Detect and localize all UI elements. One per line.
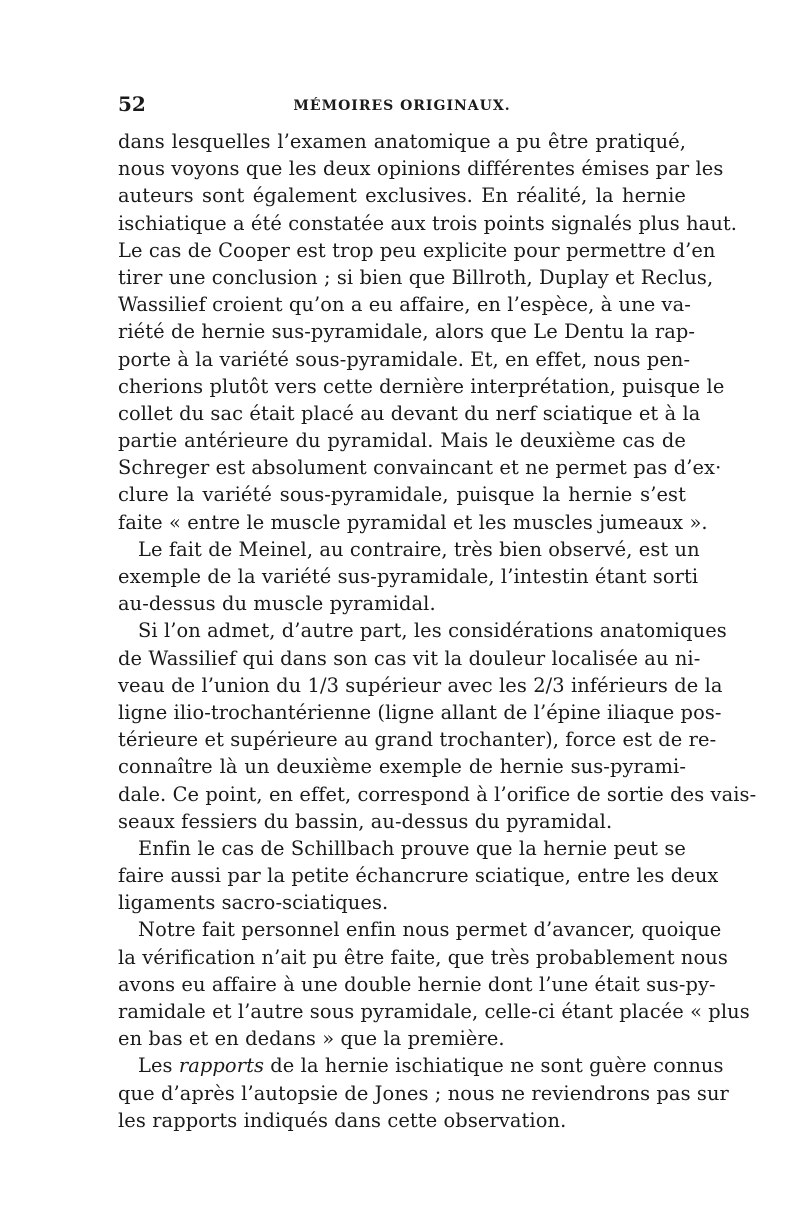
paragraph bbox=[118, 617, 757, 835]
text-line: de Wassilief qui dans son cas vit la douleur localisée au ni- bbox=[118, 646, 701, 670]
paragraph bbox=[118, 916, 750, 1052]
text-line: auteurs sont également exclusives. En réalité, la hernie bbox=[118, 184, 686, 208]
text-fragment: de la hernie ischiatique ne sont guère connus bbox=[270, 1054, 724, 1078]
text-line: faire aussi par la petite échancrure sciatique, entre les deux bbox=[118, 864, 719, 888]
text-line bbox=[118, 1052, 724, 1079]
text-line: Enfin le cas de Schillbach prouve que la hernie peut se bbox=[138, 836, 686, 860]
text-line: dans lesquelles l’examen anatomique a pu être pratiqué, bbox=[118, 130, 686, 153]
text-line: que d’après l’autopsie de Jones ; nous ne reviendrons pas sur bbox=[118, 1081, 729, 1105]
text-line: Schreger est absolument convaincant et ne permet pas d’ex· bbox=[118, 456, 722, 480]
text-line: Le cas de Cooper est trop peu explicite pour permettre d’en bbox=[118, 238, 716, 262]
text-line: connaître là un deuxième exemple de hernie sus-pyrami- bbox=[118, 755, 686, 779]
running-title: MÉMOIRES ORIGINAUX. bbox=[293, 98, 511, 114]
text-line: la vérification n’ait pu être faite, que très probablement nous bbox=[118, 945, 728, 969]
text-line: partie antérieure du pyramidal. Mais le deuxième cas de bbox=[118, 429, 686, 453]
text-line: ligaments sacro-sciatiques. bbox=[118, 891, 389, 915]
text-line: ligne ilio-trochantérienne (ligne allant de l’épine iliaque pos- bbox=[118, 700, 722, 724]
text-line: au-dessus du muscle pyramidal. bbox=[118, 592, 436, 616]
text-line: cherions plutôt vers cette dernière interprétation, puisque le bbox=[118, 374, 725, 398]
paragraph bbox=[118, 1052, 729, 1134]
text-line: faite « entre le muscle pyramidal et les muscles jumeaux ». bbox=[118, 510, 708, 534]
text-line: les rapports indiqués dans cette observation. bbox=[118, 1108, 567, 1132]
paragraph bbox=[118, 128, 738, 536]
paragraph bbox=[118, 835, 719, 917]
text-line: Si l’on admet, d’autre part, les considérations anatomiques bbox=[138, 619, 727, 643]
text-line: dale. Ce point, en effet, correspond à l’orifice de sortie des vais- bbox=[118, 782, 757, 806]
italic-term: rapports bbox=[178, 1054, 265, 1078]
text-line: térieure et supérieure au grand trochanter), force est de re- bbox=[118, 728, 717, 752]
page-number: 52 bbox=[118, 92, 146, 116]
text-line: porte à la variété sous-pyramidale. Et, en effet, nous pen- bbox=[118, 347, 691, 371]
page-header bbox=[118, 92, 686, 122]
text-line: riété de hernie sus-pyramidale, alors que Le Dentu la rap- bbox=[118, 320, 696, 344]
text-fragment: Les bbox=[138, 1054, 173, 1078]
text-line: ramidale et l’autre sous pyramidale, celle-ci étant placée « plus bbox=[118, 1000, 750, 1023]
text-line: avons eu affaire à une double hernie dont l’une était sus-py- bbox=[118, 972, 716, 996]
text-line: Le fait de Meinel, au contraire, très bien observé, est un bbox=[138, 537, 700, 561]
text-line: tirer une conclusion ; si bien que Billroth, Duplay et Reclus, bbox=[118, 265, 714, 289]
text-line: Notre fait personnel enfin nous permet d’avancer, quoique bbox=[138, 918, 722, 942]
text-line: seaux fessiers du bassin, au-dessus du pyramidal. bbox=[118, 809, 613, 833]
text-line: Wassilief croient qu’on a eu affaire, en l’espèce, à une va- bbox=[118, 293, 691, 317]
text-line: en bas et en dedans » que la première. bbox=[118, 1027, 505, 1051]
text-line: nous voyons que les deux opinions différentes émises par les bbox=[118, 157, 724, 181]
body-text bbox=[118, 128, 757, 1134]
text-line: clure la variété sous-pyramidale, puisque la hernie s’est bbox=[118, 483, 686, 507]
text-line: veau de l’union du 1/3 supérieur avec les 2/3 inférieurs de la bbox=[118, 673, 723, 697]
text-line: collet du sac était placé au devant du nerf sciatique et à la bbox=[118, 401, 701, 425]
text-line: exemple de la variété sus-pyramidale, l’intestin étant sorti bbox=[118, 565, 699, 588]
paragraph bbox=[118, 536, 700, 618]
text-line: ischiatique a été constatée aux trois points signalés plus haut. bbox=[118, 211, 738, 235]
